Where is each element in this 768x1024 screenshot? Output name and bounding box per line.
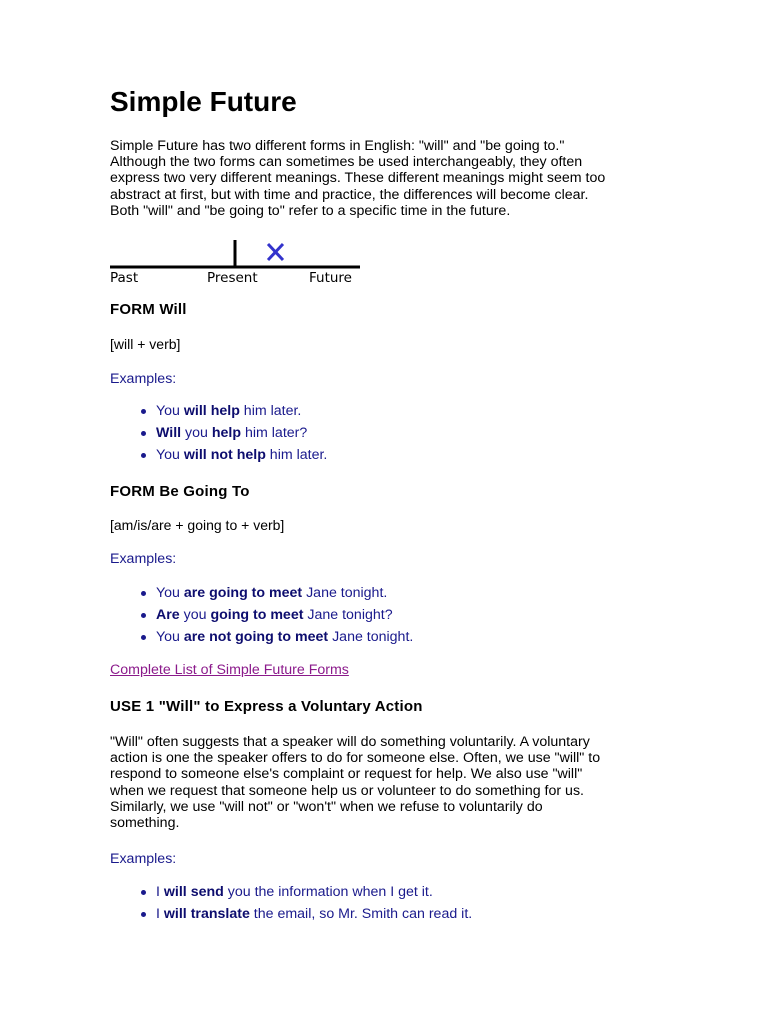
bullet-icon [141,591,146,596]
form-going-examples [110,582,413,648]
example-item [110,604,413,626]
example-item [110,400,327,422]
example-verb-phrase: will send [163,884,224,900]
example-text: I [156,884,164,900]
example-text: you the information when I get it. [223,884,433,900]
future-marker-icon [268,244,283,260]
bullet-icon [141,613,146,618]
complete-list-link[interactable]: Complete List of Simple Future Forms [110,662,349,678]
example-text: him later. [265,447,328,463]
form-going-formula: [am/is/are + going to + verb] [110,517,285,533]
example-text: the email, so Mr. Smith can read it. [249,906,473,922]
example-item [110,881,472,903]
timeline-diagram [110,238,360,288]
bullet-icon [141,890,146,895]
intro-paragraph [110,138,605,219]
timeline-label-future: Future [309,270,352,286]
use1-line: "Will" often suggests that a speaker will do something voluntarily. A voluntary [110,734,590,750]
intro-line: express two very different meanings. These different meanings might seem too [110,170,606,187]
bullet-icon [141,431,146,436]
bullet-icon [141,409,146,414]
intro-line: abstract at first, but with time and practice, the differences will become clear. [110,186,589,203]
example-item [110,582,413,604]
examples-label: Examples: [110,851,177,867]
page-title: Simple Future [110,86,297,117]
example-verb-phrase: will not help [183,447,266,463]
use1-line: Similarly, we use "will not" or "won't" when we refuse to voluntarily do [110,798,543,815]
intro-line: Simple Future has two different forms in English: "will" and "be going to." [110,138,565,154]
example-item [110,444,327,466]
intro-line: Both "will" and "be going to" refer to a specific time in the future. [110,202,511,219]
form-going-heading: FORM Be Going To [110,483,250,500]
example-text: him later. [239,403,302,419]
example-item [110,626,413,648]
bullet-icon [141,912,146,917]
examples-label: Examples: [110,371,177,387]
form-will-formula: [will + verb] [110,336,181,352]
example-text: Jane tonight? [303,607,393,623]
use1-examples [110,881,472,925]
example-text: Jane tonight. [328,629,414,645]
example-verb-phrase: Are [156,607,180,623]
form-will-examples [110,400,327,466]
example-verb-phrase: Will [156,425,182,441]
example-verb-phrase: going to meet [210,607,304,623]
use1-heading: USE 1 "Will" to Express a Voluntary Action [110,698,423,715]
bullet-icon [141,635,146,640]
example-verb-phrase: help [211,425,242,441]
use1-line: when we request that someone help us or volunteer to do something for us. [110,782,584,799]
example-text: him later? [241,425,308,441]
example-text: You [156,629,184,645]
example-verb-phrase: will help [183,403,240,419]
use1-line: respond to someone else's complaint or request for help. We also use "will" [110,766,583,783]
examples-label: Examples: [110,551,177,567]
example-verb-phrase: will translate [163,906,250,922]
example-text: you [181,425,212,441]
use1-paragraph [110,734,600,831]
timeline-label-past: Past [110,270,139,286]
intro-line: Although the two forms can sometimes be used interchangeably, they often [110,154,583,171]
example-verb-phrase: are going to meet [183,585,303,601]
bullet-icon [141,453,146,458]
use1-line: action is one the speaker offers to do for someone else. Often, we use "will" to [110,750,601,767]
example-text: you [179,607,211,623]
use1-line: something. [110,815,180,832]
example-verb-phrase: are not going to meet [183,629,329,645]
example-item [110,422,327,444]
example-text: You [156,447,184,463]
form-will-heading: FORM Will [110,301,187,318]
example-text: I [156,906,164,922]
example-text: You [156,585,184,601]
example-text: You [156,403,184,419]
timeline-label-present: Present [207,270,258,286]
example-item [110,903,472,925]
example-text: Jane tonight. [302,585,388,601]
